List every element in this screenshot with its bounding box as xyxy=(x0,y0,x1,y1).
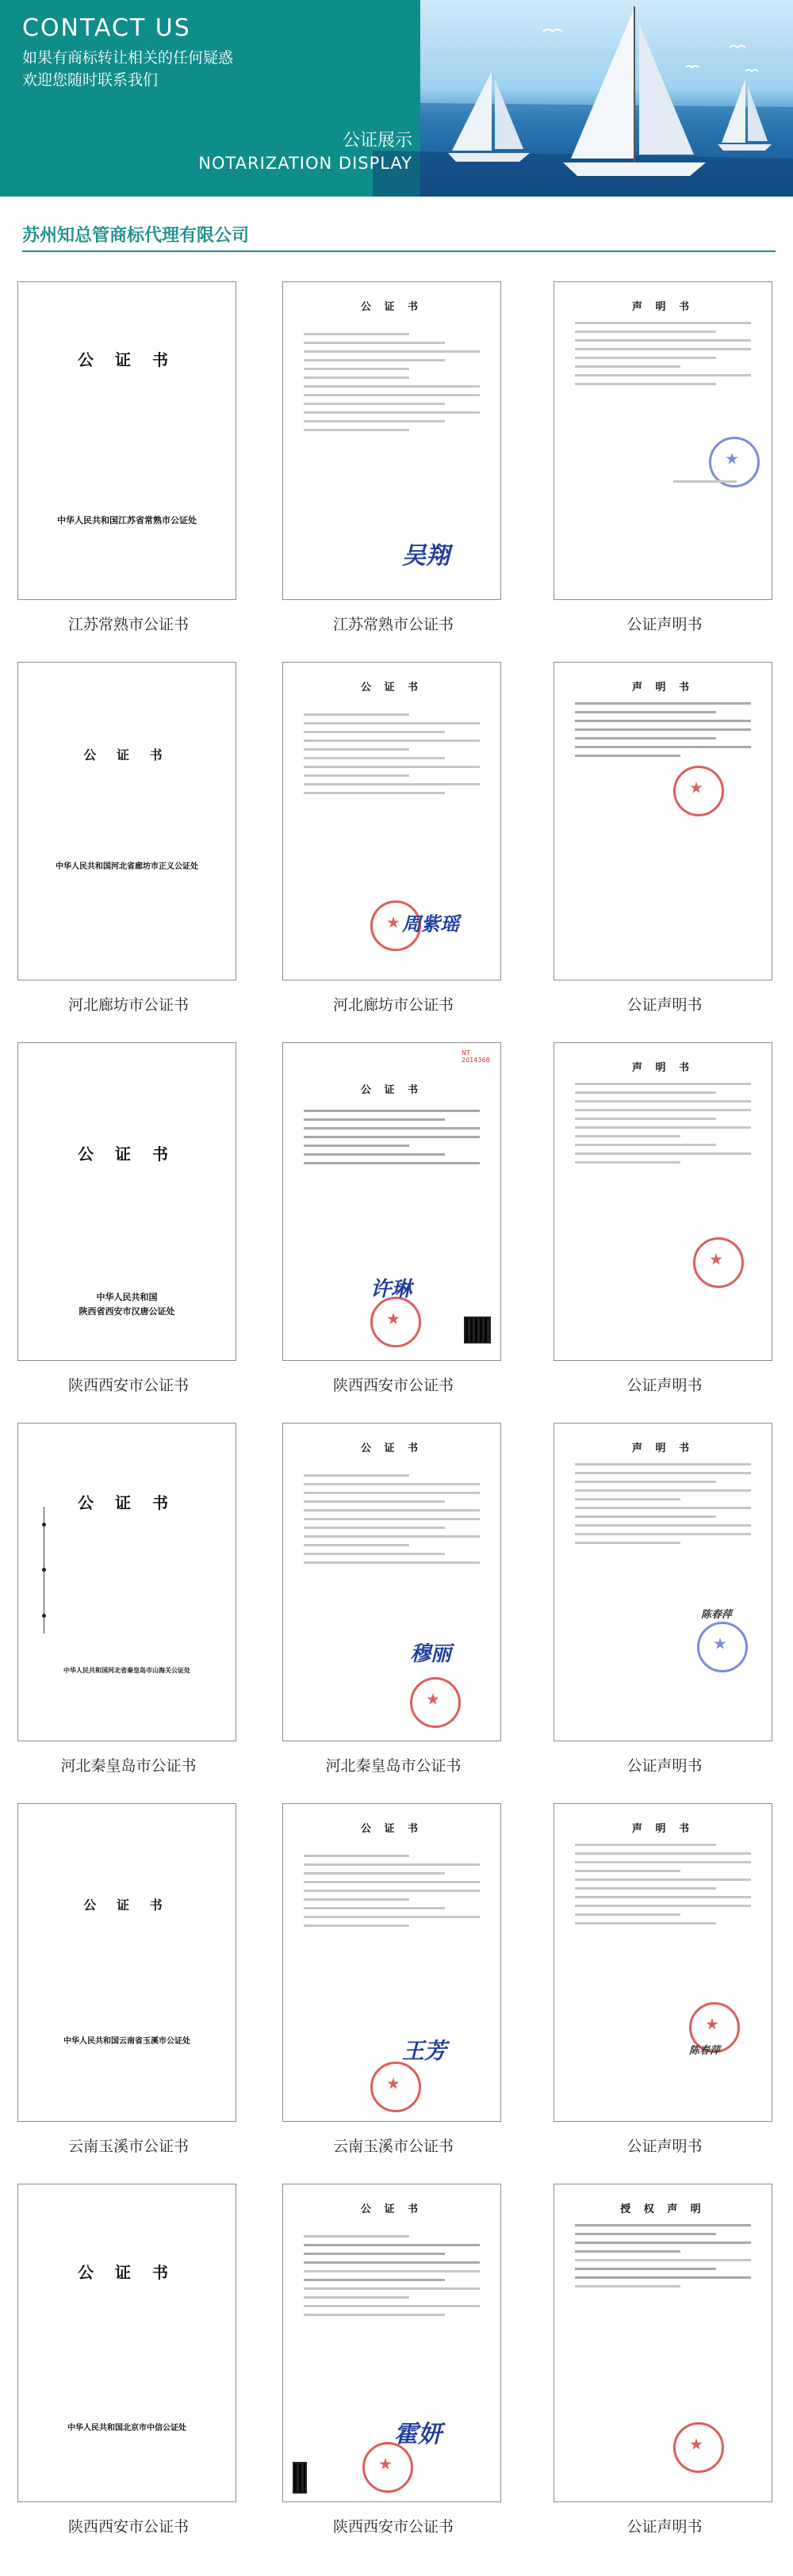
certificate-caption: 江苏常熟市公证书 xyxy=(67,616,189,633)
certificate-row xyxy=(0,662,793,1042)
sailboat-illustration xyxy=(373,0,793,197)
page-title: 公 证 书 xyxy=(360,1823,423,1835)
statement-page-image[interactable] xyxy=(554,1042,772,1361)
official-seal xyxy=(370,2062,421,2112)
document-text-lines xyxy=(575,322,751,392)
statement-page-image[interactable] xyxy=(554,662,772,980)
page-title: 公 证 书 xyxy=(360,301,423,313)
page-title: 公 证 书 xyxy=(360,1084,423,1096)
certificate-cover-image[interactable] xyxy=(17,1803,236,2122)
cover-issuer: 中华人民共和国云南省玉溪市公证处 xyxy=(63,2037,190,2046)
signature: 许琳 xyxy=(370,1278,412,1301)
signature: 穆丽 xyxy=(410,1642,452,1666)
cover-issuer-line-2: 陕西省西安市汉唐公证处 xyxy=(79,1306,175,1317)
document-text-lines xyxy=(304,1855,480,1933)
certificate-card[interactable] xyxy=(554,281,776,662)
heading-divider xyxy=(22,250,776,252)
certificate-row xyxy=(0,1423,793,1803)
certificate-caption: 陕西西安市公证书 xyxy=(332,1377,454,1394)
certificate-card[interactable] xyxy=(554,1423,776,1803)
document-text-lines xyxy=(575,702,751,763)
certificate-card[interactable] xyxy=(17,1042,239,1423)
official-seal xyxy=(673,766,724,816)
official-seal xyxy=(673,2422,724,2473)
contact-subtitle-2: 欢迎您随时联系我们 xyxy=(22,71,159,89)
official-seal xyxy=(693,1237,744,1288)
certificate-caption: 公证声明书 xyxy=(626,2518,703,2536)
company-name: 苏州知总管商标代理有限公司 xyxy=(22,226,250,246)
cover-title: 公 证 书 xyxy=(78,1493,176,1512)
certificate-card[interactable] xyxy=(282,1423,504,1803)
document-text-lines xyxy=(575,2224,751,2294)
certificate-page-image[interactable] xyxy=(282,662,501,980)
certificate-row xyxy=(0,2184,793,2564)
page-title: 声 明 书 xyxy=(631,1823,695,1835)
certificate-card[interactable] xyxy=(282,2184,504,2564)
serial-number: NT 2014368 xyxy=(462,1049,490,1064)
cover-title: 公 证 书 xyxy=(78,1145,176,1164)
certificate-caption: 云南玉溪市公证书 xyxy=(67,2138,189,2155)
page-title: 公 证 书 xyxy=(360,682,423,694)
document-text-lines xyxy=(575,1844,751,1931)
page-title: 授 权 声 明 xyxy=(620,2203,706,2215)
statement-page-image[interactable] xyxy=(554,1803,772,2122)
cover-title: 公 证 书 xyxy=(83,747,170,762)
certificate-caption: 河北秦皇岛市公证书 xyxy=(325,1757,462,1775)
certificate-card[interactable] xyxy=(17,2184,239,2564)
certificate-card[interactable] xyxy=(17,281,239,662)
signature: 王芳 xyxy=(402,2038,447,2064)
certificate-card[interactable] xyxy=(282,281,504,662)
certificate-caption: 河北廊坊市公证书 xyxy=(332,996,454,1014)
document-text-lines xyxy=(575,1463,751,1550)
cover-issuer: 中华人民共和国江苏省常熟市公证处 xyxy=(57,515,197,526)
certificate-row xyxy=(0,1803,793,2184)
official-seal xyxy=(410,1677,461,1728)
certificate-caption: 云南玉溪市公证书 xyxy=(332,2138,454,2155)
certificate-card[interactable] xyxy=(554,1042,776,1423)
signature: 陈春萍 xyxy=(689,2045,721,2057)
signature: 周紫瑶 xyxy=(402,912,459,935)
binding-hole xyxy=(42,1614,46,1618)
certificate-page-image[interactable] xyxy=(282,281,501,600)
cover-issuer-line-1: 中华人民共和国 xyxy=(96,1292,158,1302)
cover-title: 公 证 书 xyxy=(78,2263,176,2282)
official-seal xyxy=(362,2442,413,2493)
page-title: 公 证 书 xyxy=(360,1443,423,1454)
certificate-cover-image[interactable] xyxy=(17,281,236,600)
signature: 吴翔 xyxy=(402,542,450,570)
official-seal xyxy=(370,1297,421,1347)
contact-title: CONTACT US xyxy=(22,14,191,42)
certificate-card[interactable] xyxy=(17,1803,239,2184)
contact-banner xyxy=(0,0,793,197)
document-text-lines xyxy=(304,333,480,438)
certificate-cover-image[interactable] xyxy=(17,1042,236,1361)
certificate-caption: 陕西西安市公证书 xyxy=(332,2518,454,2536)
certificate-cover-image[interactable] xyxy=(17,2184,236,2502)
statement-page-image[interactable] xyxy=(554,281,772,600)
document-text-lines xyxy=(575,1083,751,1170)
certificate-caption: 陕西西安市公证书 xyxy=(67,1377,189,1394)
qr-code-icon xyxy=(464,1317,491,1343)
certificate-page-image[interactable] xyxy=(282,1042,501,1361)
certificate-card[interactable] xyxy=(282,662,504,1042)
certificate-caption: 公证声明书 xyxy=(626,616,703,633)
signature-line xyxy=(673,480,737,483)
document-text-lines xyxy=(304,713,480,801)
certificate-row xyxy=(0,1042,793,1423)
certificate-card[interactable] xyxy=(554,1803,776,2184)
section-title-zh: 公证展示 xyxy=(342,131,412,151)
document-text-lines xyxy=(304,1110,480,1171)
certificate-caption: 公证声明书 xyxy=(626,1377,703,1394)
signature: 陈春萍 xyxy=(701,1609,733,1621)
signature: 霍妍 xyxy=(394,2421,442,2448)
certificate-card[interactable] xyxy=(17,1423,239,1803)
certificate-card[interactable] xyxy=(554,2184,776,2564)
certificate-caption: 河北廊坊市公证书 xyxy=(67,996,189,1014)
certificate-caption: 江苏常熟市公证书 xyxy=(332,616,454,633)
certificate-card[interactable] xyxy=(282,1803,504,2184)
certificate-caption: 公证声明书 xyxy=(626,2138,703,2155)
section-title-en: NOTARIZATION DISPLAY xyxy=(198,154,412,173)
page-title: 声 明 书 xyxy=(631,1443,695,1454)
certificate-cover-image[interactable] xyxy=(17,662,236,980)
cover-title: 公 证 书 xyxy=(83,1898,170,1913)
certificate-page-image[interactable] xyxy=(282,2184,501,2502)
certificate-page-image[interactable] xyxy=(282,1803,501,2122)
statement-page-image[interactable] xyxy=(554,1423,772,1741)
certificate-card[interactable] xyxy=(282,1042,504,1423)
binding-hole xyxy=(42,1523,46,1527)
certificate-caption: 河北秦皇岛市公证书 xyxy=(60,1757,197,1775)
cover-issuer: 中华人民共和国北京市中信公证处 xyxy=(67,2424,186,2433)
page-title: 声 明 书 xyxy=(631,301,695,313)
certificate-card[interactable] xyxy=(554,662,776,1042)
certificate-caption: 公证声明书 xyxy=(626,1757,703,1775)
cover-issuer: 中华人民共和国河北省廊坊市正义公证处 xyxy=(56,862,198,871)
page-title: 公 证 书 xyxy=(360,2203,423,2215)
certificate-cover-image[interactable] xyxy=(17,1423,236,1741)
certificate-row xyxy=(0,281,793,662)
document-text-lines xyxy=(304,1474,480,1570)
barcode-icon xyxy=(293,2462,307,2494)
statement-page-image[interactable] xyxy=(554,2184,772,2502)
official-seal xyxy=(697,1622,748,1672)
page-title: 声 明 书 xyxy=(631,682,695,694)
certificate-page-image[interactable] xyxy=(282,1423,501,1741)
certificate-caption: 公证声明书 xyxy=(626,996,703,1014)
document-text-lines xyxy=(304,2235,480,2322)
certificate-caption: 陕西西安市公证书 xyxy=(67,2518,189,2536)
page-title: 声 明 书 xyxy=(631,1062,695,1074)
contact-subtitle-1: 如果有商标转让相关的任何疑惑 xyxy=(22,49,234,67)
certificate-card[interactable] xyxy=(17,662,239,1042)
binding-hole xyxy=(42,1568,46,1572)
cover-issuer: 中华人民共和国河北省秦皇岛市山海关公证处 xyxy=(63,1666,190,1674)
cover-title: 公 证 书 xyxy=(78,350,176,369)
